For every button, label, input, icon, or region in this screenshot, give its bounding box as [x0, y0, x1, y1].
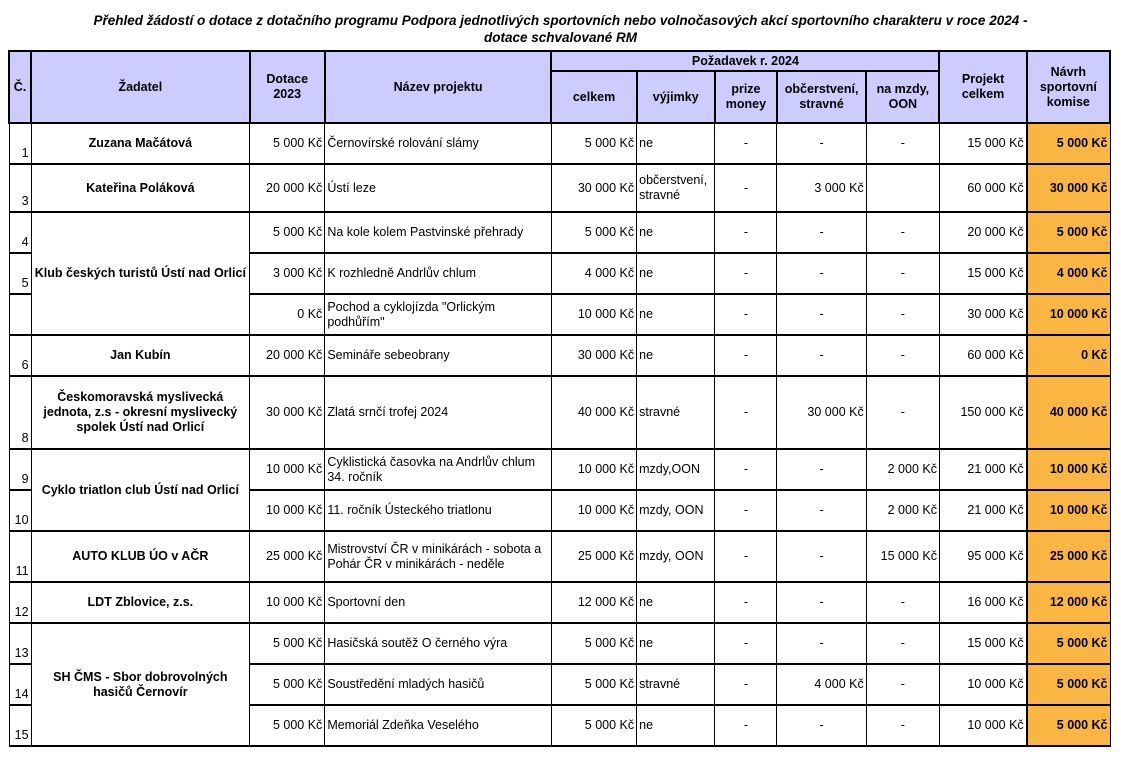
grant-2023-cell: 20 000 Kč	[250, 164, 325, 212]
prize-money-cell: -	[715, 253, 777, 294]
header-project-total: Projekt celkem	[939, 51, 1026, 123]
project-name-cell: Sportovní den	[325, 582, 552, 623]
wages-cell: -	[866, 582, 939, 623]
table-body	[9, 123, 1110, 746]
row-number: 4	[9, 212, 31, 253]
project-total-cell: 150 000 Kč	[939, 376, 1026, 449]
row-number: 14	[9, 664, 31, 705]
applicant-cell: Cyklo triatlon club Ústí nad Orlicí	[31, 449, 250, 531]
wages-cell: 2 000 Kč	[866, 449, 939, 490]
row-number: 3	[9, 164, 31, 212]
prize-money-cell: -	[715, 376, 777, 449]
committee-proposal-cell: 0 Kč	[1027, 335, 1110, 376]
applicant-cell: Zuzana Mačátová	[31, 123, 250, 164]
request-total-cell: 5 000 Kč	[551, 623, 636, 664]
applicant-cell: AUTO KLUB ÚO v AČR	[31, 531, 250, 582]
refreshments-cell: -	[777, 582, 866, 623]
table-header	[9, 51, 1110, 123]
grant-2023-cell: 10 000 Kč	[250, 582, 325, 623]
grant-2023-cell: 30 000 Kč	[250, 376, 325, 449]
committee-proposal-cell: 5 000 Kč	[1027, 212, 1110, 253]
row-number: 11	[9, 531, 31, 582]
header-request-2024: Požadavek r. 2024	[551, 51, 939, 71]
wages-cell: -	[866, 212, 939, 253]
request-total-cell: 30 000 Kč	[551, 164, 636, 212]
project-total-cell: 15 000 Kč	[939, 623, 1026, 664]
grant-2023-cell: 5 000 Kč	[250, 664, 325, 705]
grant-2023-cell: 10 000 Kč	[250, 449, 325, 490]
page-title	[0, 12, 1121, 46]
refreshments-cell: -	[777, 294, 866, 335]
row-number: 8	[9, 376, 31, 449]
request-total-cell: 10 000 Kč	[551, 449, 636, 490]
committee-proposal-cell: 10 000 Kč	[1027, 490, 1110, 531]
prize-money-cell: -	[715, 164, 777, 212]
prize-money-cell: -	[715, 531, 777, 582]
refreshments-cell: -	[777, 490, 866, 531]
committee-proposal-cell: 12 000 Kč	[1027, 582, 1110, 623]
prize-money-cell: -	[715, 664, 777, 705]
grant-2023-cell: 10 000 Kč	[250, 490, 325, 531]
request-total-cell: 5 000 Kč	[551, 123, 636, 164]
exceptions-cell: občerstvení, stravné	[637, 164, 715, 212]
project-name-cell: K rozhledně Andrlův chlum	[325, 253, 552, 294]
committee-proposal-cell: 10 000 Kč	[1027, 294, 1110, 335]
prize-money-cell: -	[715, 294, 777, 335]
request-total-cell: 10 000 Kč	[551, 294, 636, 335]
request-total-cell: 5 000 Kč	[551, 212, 636, 253]
header-grant-2023: Dotace 2023	[250, 51, 325, 123]
request-total-cell: 12 000 Kč	[551, 582, 636, 623]
committee-proposal-cell: 5 000 Kč	[1027, 623, 1110, 664]
row-number: 1	[9, 123, 31, 164]
wages-cell: -	[866, 253, 939, 294]
wages-cell: -	[866, 294, 939, 335]
project-name-cell: Na kole kolem Pastvinské přehrady	[325, 212, 552, 253]
committee-proposal-cell: 30 000 Kč	[1027, 164, 1110, 212]
applicant-cell: Klub českých turistů Ústí nad Orlicí	[31, 212, 250, 335]
project-total-cell: 15 000 Kč	[939, 123, 1026, 164]
table-row	[9, 582, 1110, 623]
header-total: celkem	[551, 71, 636, 123]
header-committee-proposal: Návrh sportovní komise	[1027, 51, 1110, 123]
project-total-cell: 60 000 Kč	[939, 335, 1026, 376]
table-row	[9, 212, 1110, 253]
project-name-cell: Ústí leze	[325, 164, 552, 212]
committee-proposal-cell: 5 000 Kč	[1027, 123, 1110, 164]
row-number: 15	[9, 705, 31, 746]
committee-proposal-cell: 5 000 Kč	[1027, 664, 1110, 705]
exceptions-cell: ne	[637, 212, 715, 253]
committee-proposal-cell: 40 000 Kč	[1027, 376, 1110, 449]
table-row	[9, 531, 1110, 582]
table-row	[9, 623, 1110, 664]
wages-cell: -	[866, 664, 939, 705]
exceptions-cell: mzdy, OON	[637, 531, 715, 582]
row-number: 12	[9, 582, 31, 623]
committee-proposal-cell: 5 000 Kč	[1027, 705, 1110, 746]
project-total-cell: 20 000 Kč	[939, 212, 1026, 253]
grant-2023-cell: 5 000 Kč	[250, 623, 325, 664]
wages-cell: -	[866, 705, 939, 746]
refreshments-cell: -	[777, 705, 866, 746]
request-total-cell: 5 000 Kč	[551, 664, 636, 705]
committee-proposal-cell: 4 000 Kč	[1027, 253, 1110, 294]
request-total-cell: 25 000 Kč	[551, 531, 636, 582]
exceptions-cell: ne	[637, 253, 715, 294]
project-name-cell: Zlatá srnčí trofej 2024	[325, 376, 552, 449]
project-total-cell: 21 000 Kč	[939, 490, 1026, 531]
project-total-cell: 60 000 Kč	[939, 164, 1026, 212]
request-total-cell: 5 000 Kč	[551, 705, 636, 746]
refreshments-cell: -	[777, 449, 866, 490]
table-row	[9, 449, 1110, 490]
committee-proposal-cell: 10 000 Kč	[1027, 449, 1110, 490]
request-total-cell: 30 000 Kč	[551, 335, 636, 376]
row-number: 5	[9, 253, 31, 294]
wages-cell: -	[866, 123, 939, 164]
prize-money-cell: -	[715, 582, 777, 623]
header-exceptions: výjimky	[637, 71, 715, 123]
refreshments-cell: 4 000 Kč	[777, 664, 866, 705]
request-total-cell: 10 000 Kč	[551, 490, 636, 531]
applicant-cell: SH ČMS - Sbor dobrovolných hasičů Černovír	[31, 623, 250, 746]
refreshments-cell: 30 000 Kč	[777, 376, 866, 449]
applicant-cell: Kateřina Poláková	[31, 164, 250, 212]
prize-money-cell: -	[715, 212, 777, 253]
project-total-cell: 30 000 Kč	[939, 294, 1026, 335]
title-line-2: dotace schvalované RM	[483, 30, 638, 45]
grant-requests-table	[8, 50, 1111, 747]
wages-cell: -	[866, 623, 939, 664]
row-number: 9	[9, 449, 31, 490]
grant-2023-cell: 20 000 Kč	[250, 335, 325, 376]
header-wages: na mzdy, OON	[866, 71, 939, 123]
row-number	[9, 294, 31, 335]
applicant-cell: Jan Kubín	[31, 335, 250, 376]
project-name-cell: Černovírské rolování slámy	[325, 123, 552, 164]
grant-2023-cell: 25 000 Kč	[250, 531, 325, 582]
wages-cell: -	[866, 335, 939, 376]
wages-cell: 2 000 Kč	[866, 490, 939, 531]
exceptions-cell: ne	[637, 294, 715, 335]
exceptions-cell: mzdy,OON	[637, 449, 715, 490]
applicant-cell: Českomoravská myslivecká jednota, z.s - okresní myslivecký spolek Ústí nad Orlicí	[31, 376, 250, 449]
prize-money-cell: -	[715, 335, 777, 376]
exceptions-cell: ne	[637, 335, 715, 376]
table-row	[9, 164, 1110, 212]
grant-2023-cell: 5 000 Kč	[250, 705, 325, 746]
project-name-cell: Memoriál Zdeňka Veselého	[325, 705, 552, 746]
wages-cell	[866, 164, 939, 212]
project-total-cell: 10 000 Kč	[939, 705, 1026, 746]
refreshments-cell: -	[777, 531, 866, 582]
project-total-cell: 15 000 Kč	[939, 253, 1026, 294]
row-number: 6	[9, 335, 31, 376]
project-name-cell: Semináře sebeobrany	[325, 335, 552, 376]
exceptions-cell: stravné	[637, 664, 715, 705]
applicant-cell: LDT Zblovice, z.s.	[31, 582, 250, 623]
refreshments-cell: -	[777, 212, 866, 253]
exceptions-cell: mzdy, OON	[637, 490, 715, 531]
project-total-cell: 10 000 Kč	[939, 664, 1026, 705]
exceptions-cell: ne	[637, 123, 715, 164]
prize-money-cell: -	[715, 123, 777, 164]
refreshments-cell: -	[777, 253, 866, 294]
project-total-cell: 16 000 Kč	[939, 582, 1026, 623]
project-name-cell: Cyklistická časovka na Andrlův chlum 34. ročník	[325, 449, 552, 490]
header-applicant: Žadatel	[31, 51, 250, 123]
row-number: 13	[9, 623, 31, 664]
exceptions-cell: ne	[637, 705, 715, 746]
prize-money-cell: -	[715, 623, 777, 664]
exceptions-cell: ne	[637, 582, 715, 623]
header-project-name: Název projektu	[325, 51, 552, 123]
prize-money-cell: -	[715, 490, 777, 531]
project-name-cell: Mistrovství ČR v minikárách - sobota a Pohár ČR v minikárách - neděle	[325, 531, 552, 582]
grant-2023-cell: 0 Kč	[250, 294, 325, 335]
header-number: Č.	[9, 51, 31, 123]
exceptions-cell: ne	[637, 623, 715, 664]
prize-money-cell: -	[715, 705, 777, 746]
project-total-cell: 21 000 Kč	[939, 449, 1026, 490]
request-total-cell: 40 000 Kč	[551, 376, 636, 449]
exceptions-cell: stravné	[637, 376, 715, 449]
wages-cell: -	[866, 376, 939, 449]
refreshments-cell: 3 000 Kč	[777, 164, 866, 212]
project-name-cell: Hasičská soutěž O černého výra	[325, 623, 552, 664]
refreshments-cell: -	[777, 623, 866, 664]
header-prize-money: prize money	[715, 71, 777, 123]
project-name-cell: 11. ročník Ústeckého triatlonu	[325, 490, 552, 531]
table-row	[9, 335, 1110, 376]
refreshments-cell: -	[777, 123, 866, 164]
project-name-cell: Soustředění mladých hasičů	[325, 664, 552, 705]
row-number: 10	[9, 490, 31, 531]
refreshments-cell: -	[777, 335, 866, 376]
request-total-cell: 4 000 Kč	[551, 253, 636, 294]
wages-cell: 15 000 Kč	[866, 531, 939, 582]
prize-money-cell: -	[715, 449, 777, 490]
project-name-cell: Pochod a cyklojízda "Orlickým podhůřím"	[325, 294, 552, 335]
grant-2023-cell: 5 000 Kč	[250, 123, 325, 164]
table-row	[9, 123, 1110, 164]
grant-2023-cell: 5 000 Kč	[250, 212, 325, 253]
project-total-cell: 95 000 Kč	[939, 531, 1026, 582]
committee-proposal-cell: 25 000 Kč	[1027, 531, 1110, 582]
table-row	[9, 376, 1110, 449]
title-line-1: Přehled žádostí o dotace z dotačního programu Podpora jednotlivých sportovních nebo volnočasových akcí sportovního charakteru v roce 2024 -	[93, 13, 1028, 28]
header-refreshments: občerstvení, stravné	[777, 71, 866, 123]
grant-2023-cell: 3 000 Kč	[250, 253, 325, 294]
